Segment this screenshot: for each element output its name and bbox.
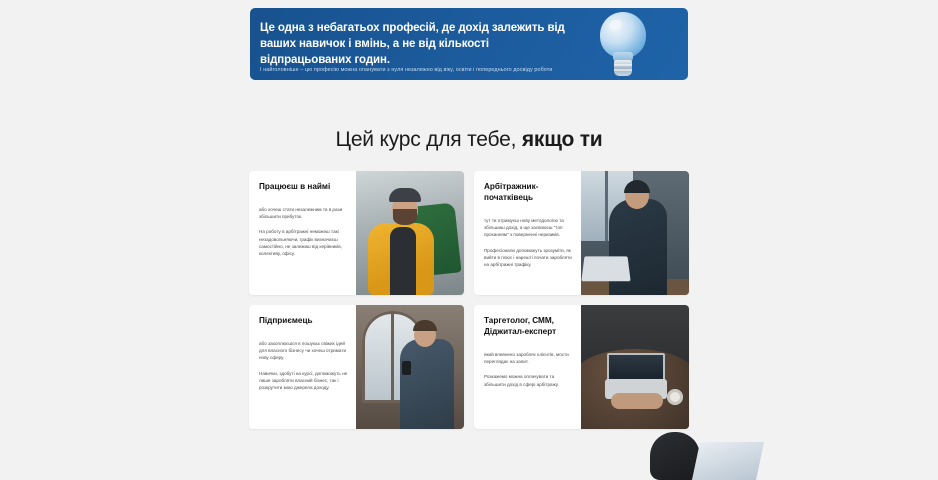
section-title-bold: якщо ти [521, 128, 603, 151]
man-at-desk-with-laptop-photo [581, 171, 689, 295]
courier-with-backpack-photo [356, 171, 464, 295]
card-entrepreneur[interactable] [249, 305, 464, 429]
card-body [474, 305, 581, 429]
banner-headline: Це одна з небагатьох професій, де дохід залежить від ваших навичок і вмінь, а не від кількості відпрацьованих годин. [260, 22, 565, 66]
card-body [249, 171, 356, 295]
card-row [249, 305, 689, 429]
card-paragraph: Професіонали допоможуть зрозуміти, як вийти в плюс і нарешті почати заробляти на арбітражні трафіку. [484, 247, 572, 268]
card-paragraph: тут ти отримуєш нову методологію та збільшиш дохід, а ще засвоюєш "топ проханням" з поверненні неризиків. [484, 218, 564, 238]
card-paragraph: Розкажемо можна оплачувати та збільшити дохід в сфері арбітражу. [484, 374, 559, 387]
card-paragraph: Навички, здобуті на курсі, допоможуть не лише заробляти власний бізнес, так і розкрутити мою джерела доходу. [259, 370, 348, 391]
card-paragraph: На роботу в арбітражні неможеш такі незадовольняючи, графік визначаєш самостійно, не залежиш від керівників, колективу, офісу. [259, 229, 342, 257]
card-employee[interactable] [249, 171, 464, 295]
card-title: Підприємець [259, 316, 313, 325]
promo-banner[interactable] [250, 8, 688, 80]
cards-grid [249, 171, 689, 439]
card-row [249, 171, 689, 295]
card-digital-expert[interactable] [474, 305, 689, 429]
card-body [474, 171, 581, 295]
lightbulb-icon [572, 8, 682, 80]
mouse-pointer-artifact [640, 432, 760, 480]
card-title: Таргетолог, СММ, Діджитал-експерт [484, 316, 557, 336]
page-title [0, 128, 938, 152]
card-beginner-affiliate[interactable] [474, 171, 689, 295]
section-title-plain: Цей курс для тебе, [335, 128, 522, 151]
man-with-phone-loft-photo [356, 305, 464, 429]
card-title: Арбітражник-початківець [484, 182, 539, 202]
card-paragraph: або хочеш стати незалежним та в рази збільшити прибуток. [259, 207, 343, 220]
card-paragraph: який впевнено заробляє клієнтів, мости переглядає на запит. [484, 352, 569, 365]
card-title: Працюєш в наймі [259, 182, 331, 191]
card-paragraph: або захоплюєшся в пошуках свіжих ідей для власного бізнесу чи хочеш отримати нову сферу. [259, 341, 347, 361]
banner-subtext: І найголовніше – цю професію можна опанувати з нуля незалежно від віку, освіти і попереднього досвіду роботи [260, 67, 553, 73]
card-body [249, 305, 356, 429]
laptop-on-table-photo [581, 305, 689, 429]
